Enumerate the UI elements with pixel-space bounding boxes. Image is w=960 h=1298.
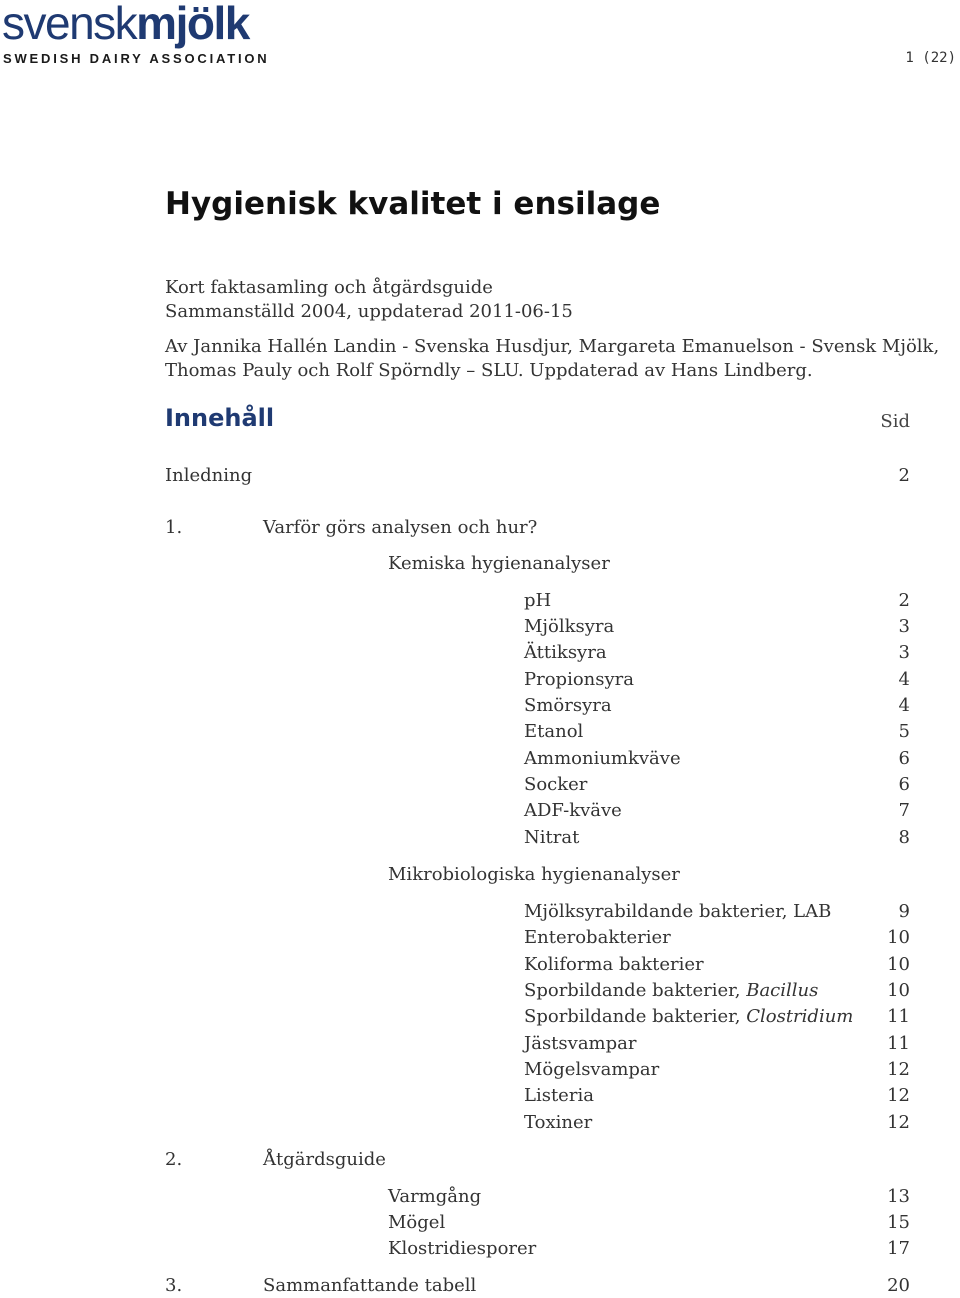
toc-section-label: Varför görs analysen och hur? — [263, 517, 538, 538]
toc-entry[interactable] — [0, 1032, 960, 1056]
toc-entry[interactable] — [0, 826, 960, 850]
toc-subsection-chemical[interactable] — [0, 552, 960, 576]
toc-entry[interactable] — [0, 1005, 960, 1029]
toc-entry[interactable] — [0, 1084, 960, 1108]
toc-entry-page: 10 — [887, 927, 910, 948]
toc-entry-label: Koliforma bakterier — [524, 954, 704, 975]
toc-entry-page: 12 — [887, 1059, 910, 1080]
toc-entry[interactable] — [0, 589, 960, 613]
toc-entry-label: Mjölksyra — [524, 616, 615, 637]
toc-entry-page: 10 — [887, 980, 910, 1001]
info-line: Kort faktasamling och åtgärdsguide — [165, 277, 493, 298]
toc-section-number: 2. — [165, 1149, 183, 1170]
toc-section-label: Sammanfattande tabell — [263, 1275, 477, 1296]
toc-entry-page: 4 — [898, 669, 910, 690]
toc-page-column-label: Sid — [880, 411, 910, 432]
toc-entry[interactable] — [0, 926, 960, 950]
toc-entry-page: 8 — [898, 827, 910, 848]
toc-subsection-micro[interactable] — [0, 863, 960, 887]
toc-entry[interactable] — [0, 799, 960, 823]
toc-entry-label — [524, 979, 818, 1003]
toc-entry[interactable] — [0, 464, 960, 488]
toc-entry-label-italic: Clostridium — [746, 1006, 854, 1027]
toc-entry[interactable] — [0, 720, 960, 744]
toc-entry-label: Jästsvampar — [524, 1033, 637, 1054]
toc-entry-page: 6 — [898, 748, 910, 769]
toc-entry[interactable] — [0, 668, 960, 692]
toc-entry-label: Mögel — [388, 1212, 446, 1233]
info-line: Av Jannika Hallén Landin - Svenska Husdjur, Margareta Emanuelson - Svensk Mjölk, — [165, 336, 940, 357]
toc-entry-label: Smörsyra — [524, 695, 612, 716]
toc-entry[interactable] — [0, 1211, 960, 1235]
toc-entry-label: Enterobakterier — [524, 927, 671, 948]
toc-entry-page: 6 — [898, 774, 910, 795]
toc-section-3[interactable] — [0, 1274, 960, 1298]
toc-entry-page: 3 — [898, 642, 910, 663]
toc-entry-label: Inledning — [165, 465, 253, 486]
document-title: Hygienisk kvalitet i ensilage — [165, 186, 661, 222]
toc-entry-page: 12 — [887, 1085, 910, 1106]
toc-entry[interactable] — [0, 747, 960, 771]
toc-entry-label-text: Sporbildande bakterier, — [524, 1006, 747, 1027]
toc-entry[interactable] — [0, 953, 960, 977]
toc-entry-page: 17 — [887, 1238, 910, 1259]
toc-entry[interactable] — [0, 1111, 960, 1135]
toc-entry-label — [524, 1005, 853, 1029]
toc-section-number: 1. — [165, 517, 183, 538]
toc-entry-label: Nitrat — [524, 827, 580, 848]
toc-entry[interactable] — [0, 979, 960, 1003]
info-line: Thomas Pauly och Rolf Spörndly – SLU. Uppdaterad av Hans Lindberg. — [165, 360, 813, 381]
toc-entry[interactable] — [0, 1237, 960, 1261]
toc-entry-label-text: Sporbildande bakterier, — [524, 980, 747, 1001]
toc-subsection-label: Mikrobiologiska hygienanalyser — [388, 864, 680, 885]
toc-entry-page: 13 — [887, 1186, 910, 1207]
toc-section-number: 3. — [165, 1275, 183, 1296]
toc-heading: Innehåll — [165, 404, 275, 432]
toc-entry-page: 12 — [887, 1112, 910, 1133]
toc-section-1[interactable] — [0, 516, 960, 540]
toc-entry-label: Ättiksyra — [524, 642, 607, 663]
page-number: 1 (22) — [905, 50, 956, 66]
toc-entry-page: 2 — [898, 465, 910, 486]
toc-entry-label: Varmgång — [388, 1186, 482, 1207]
toc-entry[interactable] — [0, 1058, 960, 1082]
toc-entry-page: 10 — [887, 954, 910, 975]
toc-entry[interactable] — [0, 615, 960, 639]
toc-entry-page: 2 — [898, 590, 910, 611]
toc-entry-label: Socker — [524, 774, 588, 795]
toc-entry-page: 5 — [898, 721, 910, 742]
toc-entry-label: Etanol — [524, 721, 584, 742]
toc-entry-label: Mögelsvampar — [524, 1059, 660, 1080]
toc-entry-label-italic: Bacillus — [746, 980, 819, 1001]
toc-entry-page: 11 — [887, 1033, 910, 1054]
toc-entry-page: 15 — [887, 1212, 910, 1233]
toc-entry[interactable] — [0, 641, 960, 665]
toc-entry-label: ADF-kväve — [524, 800, 622, 821]
toc-entry-label: Ammoniumkväve — [524, 748, 681, 769]
logo-text-svensk: svensk — [2, 0, 137, 49]
toc-entry-label: Klostridiesporer — [388, 1238, 537, 1259]
toc-entry-page: 20 — [887, 1275, 910, 1296]
info-line: Sammanställd 2004, uppdaterad 2011-06-15 — [165, 301, 573, 322]
toc-entry-label: Listeria — [524, 1085, 594, 1106]
toc-entry-page: 9 — [898, 901, 910, 922]
toc-entry[interactable] — [0, 1185, 960, 1209]
toc-entry-page: 4 — [898, 695, 910, 716]
toc-entry-page: 11 — [887, 1006, 910, 1027]
toc-entry[interactable] — [0, 900, 960, 924]
logo — [2, 0, 249, 49]
toc-entry-page: 7 — [898, 800, 910, 821]
logo-text-mjolk: mjölk — [136, 0, 249, 49]
toc-entry[interactable] — [0, 773, 960, 797]
logo-subtitle: SWEDISH DAIRY ASSOCIATION — [3, 51, 270, 66]
toc-entry-page: 3 — [898, 616, 910, 637]
toc-entry[interactable] — [0, 694, 960, 718]
toc-subsection-label: Kemiska hygienanalyser — [388, 553, 610, 574]
toc-entry-label: Propionsyra — [524, 669, 635, 690]
toc-entry-label: pH — [524, 590, 552, 611]
toc-entry-label: Mjölksyrabildande bakterier, LAB — [524, 901, 832, 922]
toc-entry-label: Toxiner — [524, 1112, 593, 1133]
toc-section-label: Åtgärdsguide — [263, 1149, 386, 1170]
toc-section-2[interactable] — [0, 1148, 960, 1172]
